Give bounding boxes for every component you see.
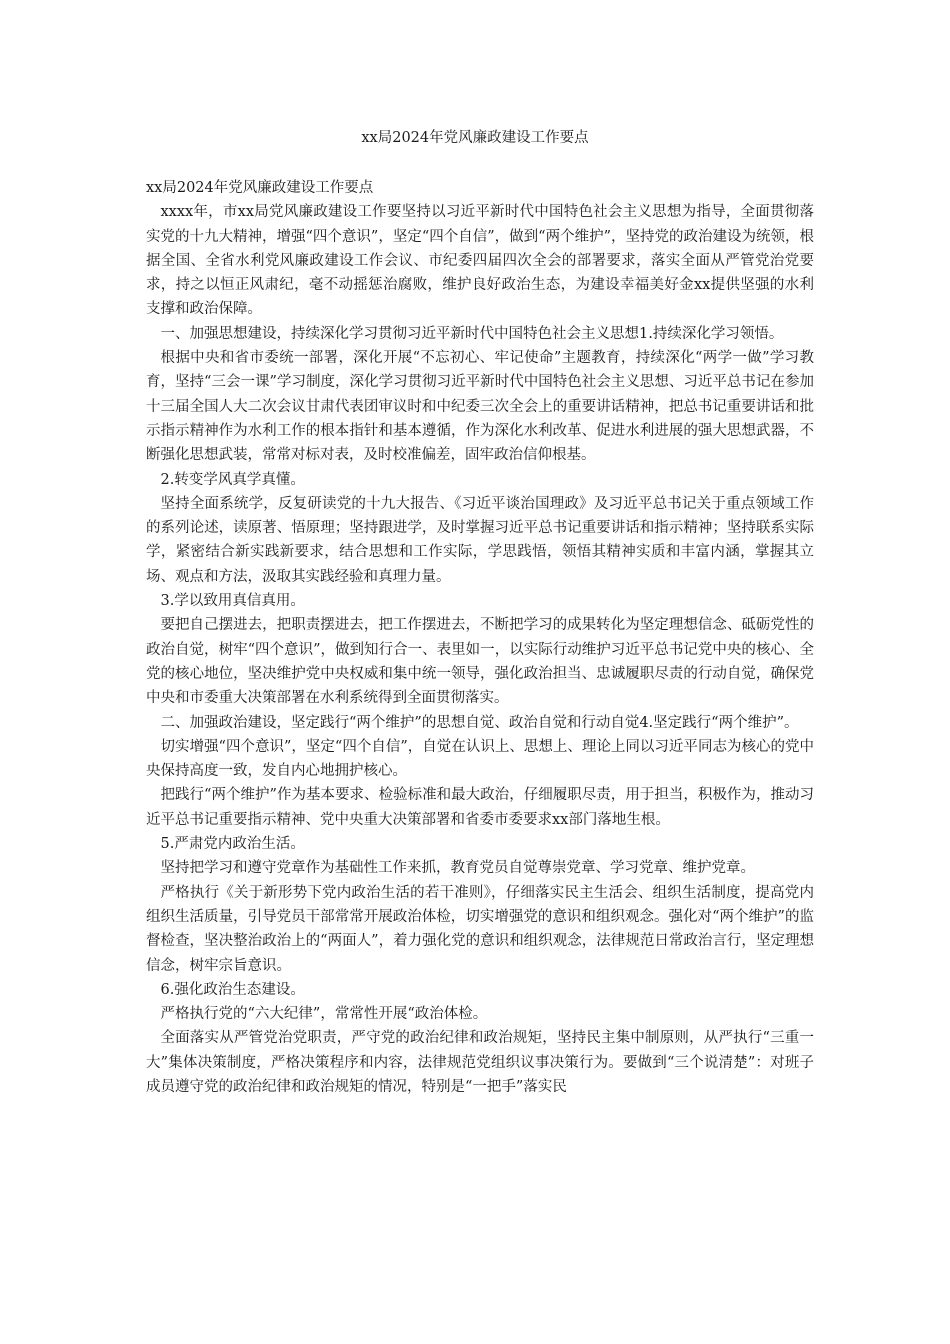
body-subtitle: xx局2024年党风廉政建设工作要点 [146, 180, 374, 196]
paragraph: 要把自己摆进去，把职责摆进去，把工作摆进去，不断把学习的成果转化为坚定理想信念、砥砺党性的政治自觉，树牢“四个意识”，做到知行合一、表里如一，以实际行动维护习近平总书记党中央的核心、全党的核心地位，坚决维护党中央权威和集中统一领导，强化政治担当、忠诚履职尽责的行动自觉，确保党中央和市委重大决策部署在水利系统得到全面贯彻落实。 [146, 617, 814, 707]
document-body [146, 176, 814, 1099]
paragraph: 切实增强“四个意识”，坚定“四个自信”，自觉在认识上、思想上、理论上同以习近平同志为核心的党中央保持高度一致，发自内心地拥护核心。 [146, 738, 814, 780]
paragraph: 坚持把学习和遵守党章作为基础性工作来抓，教育党员自觉尊崇党章、学习党章、维护党章。 [160, 860, 755, 877]
document-title: xx局2024年党风廉政建设工作要点 [361, 130, 589, 146]
paragraph: 全面落实从严管党治党职责，严守党的政治纪律和政治规矩，坚持民主集中制原则，从严执行“三重一大”集体决策制度，严格决策程序和内容，法律规范党组织议事决策行为。要做到“三个说清楚”：对班子成员遵守党的政治纪律和政治规矩的情况，特别是“一把手”落实民 [146, 1030, 814, 1095]
paragraph: 根据中央和省市委统一部署，深化开展“不忘初心、牢记使命”主题教育，持续深化“两学一做”学习教育，坚持“三会一课”学习制度，深化学习贯彻习近平新时代中国特色社会主义思想、习近平总书记在参加十三届全国人大二次会议甘肃代表团审议时和中纪委三次全会上的重要讲话精神，把总书记重要讲话和批示指示精神作为水利工作的根本指针和基本遵循，作为深化水利改革、促进水利进展的强大思想武器，不断强化思想武装，常常对标对表，及时校准偏差，固牢政治信仰根基。 [146, 350, 814, 464]
paragraph: 把践行“两个维护”作为基本要求、检验标准和最大政治，仔细履职尽责，用于担当，积极作为，推动习近平总书记重要指示精神、党中央重大决策部署和省委市委要求xx部门落地生根。 [146, 787, 814, 828]
paragraph: 严格执行《关于新形势下党内政治生活的若干准则》，仔细落实民主生活会、组织生活制度，提高党内组织生活质量，引导党员干部常常开展政治体检，切实增强党的意识和组织观念。强化对“两个维护”的监督检查，坚决整治政治上的“两面人”，着力强化党的意识和组织观念，法律规范日常政治言行，坚定理想信念，树牢宗旨意识。 [146, 884, 814, 974]
paragraph-intro: xxxx年，市xx局党风廉政建设工作要坚持以习近平新时代中国特色社会主义思想为指导，全面贯彻落实党的十九大精神，增强“四个意识”，坚定“四个自信”，做到“两个维护”，坚持党的政治建设为统领，根据全国、全省水利党风廉政建设工作会议、市纪委四届四次全会的部署要求，落实全面从严管党治党要求，持之以恒正风肃纪，毫不动摇惩治腐败，维护良好政治生态，为建设幸福美好金xx提供坚强的水利支撑和政治保障。 [146, 204, 814, 318]
item-heading-3: 3.学以致用真信真用。 [160, 593, 305, 610]
section-heading-1: 一、加强思想建设，持续深化学习贯彻习近平新时代中国特色社会主义思想1.持续深化学习领悟。 [160, 325, 784, 342]
paragraph: 严格执行党的“六大纪律”，常常性开展“政治体检。 [160, 1006, 488, 1023]
section-heading-2: 二、加强政治建设，坚定践行“两个维护”的思想自觉、政治自觉和行动自觉4.坚定践行“两个维护”。 [160, 714, 799, 731]
item-heading-6: 6.强化政治生态建设。 [160, 981, 305, 998]
paragraph: 坚持全面系统学，反复研读党的十九大报告、《习近平谈治国理政》及习近平总书记关于重点领域工作的系列论述，读原著、悟原理；坚持跟进学，及时掌握习近平总书记重要讲话和指示精神；坚持联系实际学，紧密结合新实践新要求，结合思想和工作实际，学思践悟，领悟其精神实质和丰富内涵，掌握其立场、观点和方法，汲取其实践经验和真理力量。 [146, 495, 814, 585]
item-heading-5: 5.严肃党内政治生活。 [160, 836, 305, 853]
item-heading-2: 2.转变学风真学真懂。 [160, 471, 305, 488]
